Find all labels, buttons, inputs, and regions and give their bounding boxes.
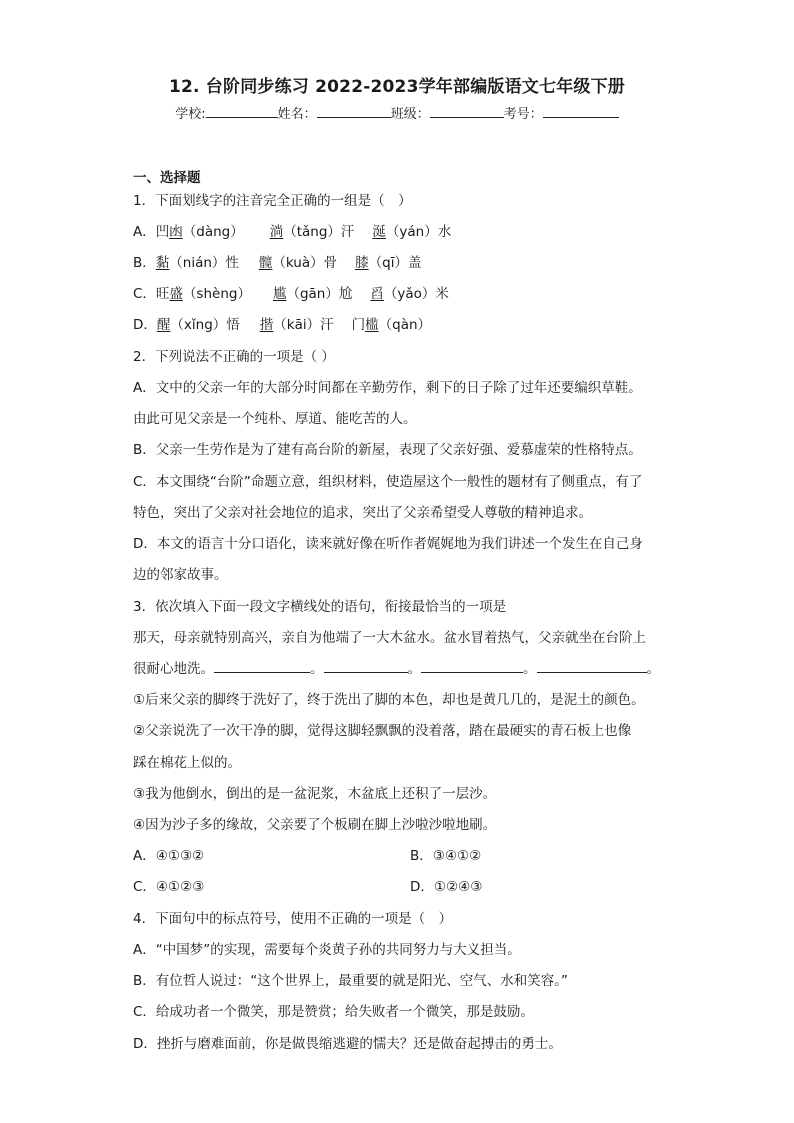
pinyin: （kāi）汗 bbox=[273, 317, 334, 333]
fill-blank-2[interactable] bbox=[324, 660, 408, 673]
q1-option-c[interactable] bbox=[133, 285, 449, 303]
underlined-char: 涎 bbox=[372, 224, 386, 240]
q2-option-a[interactable]: A．文中的父亲一年的大部分时间都在辛勤劳作，剩下的日子除了过年还要编织草鞋。 bbox=[133, 380, 642, 396]
q4-option-b[interactable]: B．有位哲人说过：“这个世界上，最重要的就是阳光、空气、水和笑容。” bbox=[133, 973, 568, 989]
q1-option-a[interactable] bbox=[133, 223, 451, 241]
q2-option-c[interactable]: C．本文围绕“台阶”命题立意，组织材料，使造屋这个一般性的题材有了侧重点，有了 bbox=[133, 474, 643, 490]
pinyin: （qī）盖 bbox=[368, 255, 422, 271]
underlined-char: 膝 bbox=[355, 255, 369, 271]
underlined-char: 黏 bbox=[155, 255, 170, 271]
underlined-char: 揩 bbox=[259, 317, 274, 333]
pinyin: （qàn） bbox=[378, 317, 432, 333]
school-label: 学校: bbox=[175, 107, 206, 122]
q2-option-d[interactable]: D．本文的语言十分口语化，读来就好像在听作者娓娓地为我们讲述一个发生在自己身 bbox=[133, 536, 643, 552]
text: 凹 bbox=[155, 224, 170, 240]
name-blank[interactable] bbox=[317, 105, 391, 118]
q3-sentence-2: ②父亲说洗了一次干净的脚，觉得这脚轻飘飘的没着落，踏在最硬实的青石板上也像 bbox=[133, 723, 632, 739]
q3-option-b[interactable]: B．③④①② bbox=[410, 848, 482, 864]
underlined-char: 髋 bbox=[258, 255, 273, 271]
fill-blank-1[interactable] bbox=[214, 660, 310, 673]
q3-option-d[interactable]: D．①②④③ bbox=[410, 879, 483, 895]
pinyin: （xǐng）悟 bbox=[170, 317, 240, 333]
fill-blank-3[interactable] bbox=[421, 660, 523, 673]
option-label: A． bbox=[133, 224, 156, 240]
q1-option-b[interactable] bbox=[133, 254, 421, 272]
q1-stem: 1．下面划线字的注音完全正确的一组是（ ） bbox=[133, 193, 412, 209]
q3-passage: 那天，母亲就特别高兴，亲自为他端了一大木盆水。盆水冒着热气，父亲就坐在台阶上 bbox=[133, 630, 646, 646]
pinyin: （gān）尬 bbox=[286, 286, 353, 302]
pinyin: （dàng） bbox=[182, 224, 244, 240]
option-label: B． bbox=[133, 255, 156, 271]
class-blank[interactable] bbox=[430, 105, 504, 118]
period: 。 bbox=[310, 661, 324, 677]
class-label: 班级： bbox=[390, 107, 430, 122]
period: 。 bbox=[523, 661, 537, 677]
school-blank[interactable] bbox=[206, 105, 278, 118]
option-label: C．旺 bbox=[133, 286, 170, 302]
q3-option-c[interactable]: C．④①②③ bbox=[133, 879, 205, 895]
q1-option-d[interactable] bbox=[133, 316, 431, 334]
underlined-char: 凼 bbox=[169, 224, 183, 240]
underlined-char: 淌 bbox=[269, 224, 284, 240]
fill-blank-4[interactable] bbox=[537, 660, 647, 673]
passage-text: 很耐心地洗。 bbox=[133, 661, 214, 677]
q3-option-a[interactable]: A．④①③② bbox=[133, 848, 205, 864]
underlined-char: 醒 bbox=[156, 317, 171, 333]
number-label: 考号： bbox=[503, 107, 543, 122]
pinyin: （tǎng）汗 bbox=[283, 224, 355, 240]
period: 。 bbox=[646, 661, 660, 677]
q4-option-d[interactable]: D．挫折与磨难面前，你是做畏缩逃避的懦夫？还是做奋起搏击的勇士。 bbox=[133, 1036, 562, 1052]
underlined-char: 舀 bbox=[370, 286, 384, 302]
q3-sentence-4: ④因为沙子多的缘故，父亲要了个板刷在脚上沙啦沙啦地刷。 bbox=[133, 817, 497, 833]
q4-option-a[interactable]: A．“中国梦”的实现，需要每个炎黄子孙的共同努力与大义担当。 bbox=[133, 942, 521, 958]
q3-sentence-1: ①后来父亲的脚终于洗好了，终于洗出了脚的本色，却也是黄几几的，是泥土的颜色。 bbox=[133, 692, 645, 708]
pinyin: （shèng） bbox=[182, 286, 251, 302]
q3-passage-blanks bbox=[133, 660, 660, 678]
number-blank[interactable] bbox=[543, 105, 619, 118]
q2-stem: 2．下列说法不正确的一项是（ ） bbox=[133, 349, 335, 365]
q3-sentence-2-cont: 踩在棉花上似的。 bbox=[133, 755, 241, 771]
section-heading: 一、选择题 bbox=[133, 170, 201, 186]
pinyin: （yǎo）米 bbox=[383, 286, 449, 302]
q4-option-c[interactable]: C．给成功者一个微笑，那是赞赏；给失败者一个微笑，那是鼓励。 bbox=[133, 1004, 534, 1020]
name-label: 姓名： bbox=[277, 107, 317, 122]
pinyin: （yán）水 bbox=[385, 224, 452, 240]
q2-option-c-cont: 特色，突出了父亲对社会地位的追求，突出了父亲希望受人尊敬的精神追求。 bbox=[133, 505, 592, 521]
underlined-char: 槛 bbox=[365, 317, 379, 333]
pinyin: （kuà）骨 bbox=[272, 255, 338, 271]
q4-stem: 4．下面句中的标点符号，使用不正确的一项是（ ） bbox=[133, 911, 453, 927]
page-title: 12. 台阶同步练习 2022-2023学年部编版语文七年级下册 bbox=[168, 77, 626, 97]
text: 门 bbox=[351, 317, 366, 333]
option-label: D． bbox=[133, 317, 157, 333]
pinyin: （nián）性 bbox=[169, 255, 239, 271]
student-info-row bbox=[0, 103, 794, 122]
underlined-char: 尴 bbox=[272, 286, 287, 302]
q2-option-a-cont: 由此可见父亲是一个纯朴、厚道、能吃苦的人。 bbox=[133, 411, 417, 427]
underlined-char: 盛 bbox=[169, 286, 183, 302]
q3-sentence-3: ③我为他倒水，倒出的是一盆泥浆，木盆底上还积了一层沙。 bbox=[133, 786, 497, 802]
q2-option-b[interactable]: B．父亲一生劳作是为了建有高台阶的新屋，表现了父亲好强、爱慕虚荣的性格特点。 bbox=[133, 442, 642, 458]
period: 。 bbox=[407, 661, 421, 677]
q3-stem: 3．依次填入下面一段文字横线处的语句，衔接最恰当的一项是 bbox=[133, 599, 507, 615]
q2-option-d-cont: 边的邻家故事。 bbox=[133, 567, 228, 583]
